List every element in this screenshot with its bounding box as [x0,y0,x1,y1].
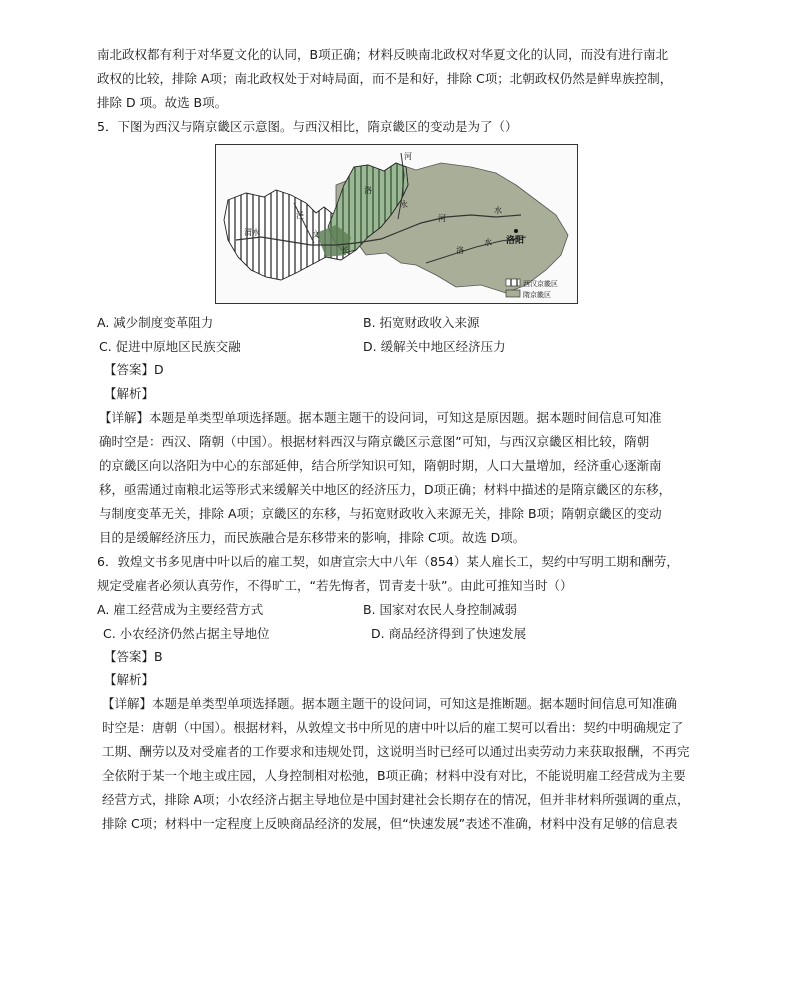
label-shui: 水 [494,206,502,215]
q5-option-c: C. 促进中原地区民族交融 [99,339,241,354]
q5-detail-line-3: 的京畿区向以洛阳为中心的东部延伸，结合所学知识可知，隋朝时期，人口大量增加，经济重心逐渐南 [99,458,662,473]
q6-detail-line-4: 全依附于某一个地主或庄园，人身控制相对松弛，B项正确；材料中没有对比，不能说明雇工经营成为主要 [102,768,686,783]
q6-option-b: B. 国家对农民人身控制减弱 [363,602,518,617]
legend-swatch-hatch [506,279,520,286]
label-he-river: 河 [438,214,446,223]
q5-detail-line-2: 确时空是：西汉、隋朝（中国）。根据材料西汉与隋京畿区示意图”可知，与西汉京畿区相比较，隋朝 [99,434,650,449]
q6-analysis-label: 【解析】 [104,672,155,687]
label-jing: 泾 [296,211,304,220]
label-weishui: 渭水 [244,228,260,237]
legend-label-western-han: 西汉京畿区 [523,280,558,288]
q5-detail-line-1: 【详解】本题是单类型单项选择题。据本题主题干的设问词，可知这是原因题。据本题时间信息可知准 [99,410,662,425]
map-svg [216,145,577,303]
label-luo: 洛 [364,186,372,195]
label-shui2: 水 [484,238,492,247]
intro-line-3: 排除 D 项。故选 B项。 [97,95,228,110]
capital-region-map [215,144,578,304]
question-5-stem: 5．下图为西汉与隋京畿区示意图。与西汉相比，隋京畿区的变动是为了（） [97,119,518,134]
label-wen: 文 [312,230,320,239]
label-chang: 长 [341,246,349,255]
question-6-stem-line-2: 规定受雇者必须认真劳作，不得旷工，“若先悔者，罚青麦十驮”。由此可推知当时（） [97,578,573,593]
q6-detail-line-1: 【详解】本题是单类型单项选择题。据本题主题干的设问词，可知这是推断题。据本题时间信息可知准确 [102,696,678,711]
question-6-stem-line-1: 6．敦煌文书多见唐中叶以后的雇工契，如唐宣宗大中八年（854）某人雇长工，契约中写明工期和酬劳， [97,554,679,569]
q5-detail-line-5: 与制度变革无关，排除 A项；京畿区的东移，与拓宽财政收入来源无关，排除 B项；隋朝京畿区的变动 [99,506,662,521]
q6-option-d: D. 商品经济得到了快速发展 [371,626,527,641]
q6-detail-line-3: 工期、酬劳以及对受雇者的工作要求和违规处罚，这说明当时已经可以通过出卖劳动力来获取报酬，不再完 [102,744,690,759]
q6-detail-line-6: 排除 C项；材料中一定程度上反映商品经济的发展，但“快速发展”表述不准确，材料中没有足够的信息表 [102,816,678,831]
legend-swatch-gray [506,290,520,297]
label-yong: 永 [400,200,408,209]
legend-label-sui: 隋京畿区 [523,291,551,299]
q6-option-a: A. 雇工经营成为主要经营方式 [97,602,264,617]
intro-line-1: 南北政权都有利于对华夏文化的认同，B项正确；材料反映南北政权对华夏文化的认同，而没有进行南北 [97,47,669,62]
q6-answer: 【答案】B [104,649,163,664]
label-he-top: 河 [404,152,412,161]
q6-detail-line-5: 经营方式，排除 A项；小农经济占据主导地位是中国封建社会长期存在的情况，但并非材料所强调的重点， [102,792,690,807]
q5-option-b: B. 拓宽财政收入来源 [363,315,480,330]
q5-answer: 【答案】D [104,362,164,377]
q5-option-a: A. 减少制度变革阻力 [97,315,214,330]
q6-option-c: C. 小农经济仍然占据主导地位 [103,626,270,641]
q5-analysis-label: 【解析】 [104,386,155,401]
q6-detail-line-2: 时空是：唐朝（中国）。根据材料，从敦煌文书中所见的唐中叶以后的雇工契可以看出：契约中明确规定了 [102,720,684,735]
q5-detail-line-4: 移，亟需通过南粮北运等形式来缓解关中地区的经济压力，D项正确；材料中描述的是隋京畿区的东移， [99,482,672,497]
q5-detail-line-6: 目的是缓解经济压力，而民族融合是东移带来的影响，排除 C项。故选 D项。 [99,530,526,545]
intro-line-2: 政权的比较，排除 A项；南北政权处于对峙局面，而不是和好，排除 C项；北朝政权仍然是鲜卑族控制， [97,71,673,86]
label-luoyang: 洛阳 [506,236,525,246]
q5-option-d: D. 缓解关中地区经济压力 [363,339,506,354]
label-luo2: 洛 [456,246,464,255]
